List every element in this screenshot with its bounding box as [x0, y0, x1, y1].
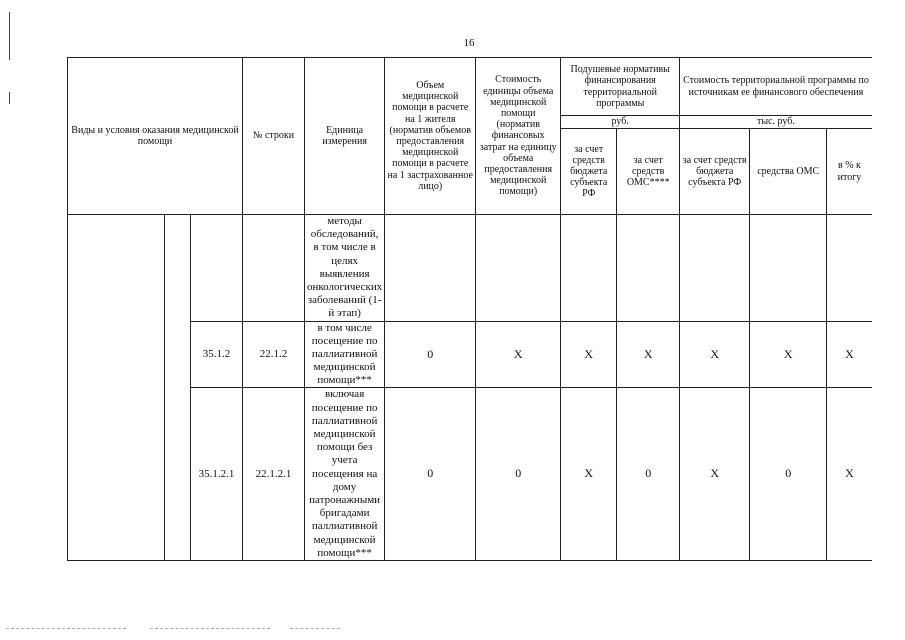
scan-margin-line	[9, 92, 10, 104]
table-row	[68, 215, 872, 322]
value-per-capita-oms	[617, 215, 680, 322]
value-per-capita-budget: X	[561, 321, 617, 388]
header-unit-cost: Стоимость единицы объема медицинской помощи (норматив финансовых затрат на единицу объема предоставления медицинской помощи)	[476, 58, 561, 215]
blank-cell	[68, 215, 165, 561]
row-number: 22.1.2.1	[243, 388, 305, 560]
value-cost-oms: X	[750, 321, 827, 388]
cost-table	[67, 57, 872, 561]
value-cost-oms	[750, 215, 827, 322]
scan-artifact	[150, 628, 270, 630]
header-col-budget: за счет средств бюджета субъекта РФ	[561, 129, 617, 215]
header-types-conditions: Виды и условия оказания медицинской помощи	[68, 58, 243, 215]
header-col-cost-budget: за счет средств бюджета субъекта РФ	[680, 129, 750, 215]
row-number: 22.1.2	[243, 321, 305, 388]
row-unit: включая посещение по паллиативной медицинской помощи без учета посещения на дому патронажными бригадами паллиативной медицинской помощи***	[305, 388, 385, 560]
header-col-percent: в % к итогу	[827, 129, 872, 215]
scan-margin-line	[9, 12, 10, 60]
header-rub: руб.	[561, 116, 680, 129]
value-percent: X	[827, 321, 872, 388]
header-thousand-rub: тыс. руб.	[680, 116, 872, 129]
row-unit: в том числе посещение по паллиативной медицинской помощи***	[305, 321, 385, 388]
value-volume: 0	[385, 321, 476, 388]
value-cost-budget	[680, 215, 750, 322]
value-cost-budget: X	[680, 321, 750, 388]
value-per-capita-budget: X	[561, 388, 617, 560]
header-row-number: № строки	[243, 58, 305, 215]
value-volume	[385, 215, 476, 322]
value-per-capita-budget	[561, 215, 617, 322]
value-unit-cost: X	[476, 321, 561, 388]
page-number: 16	[463, 37, 475, 49]
blank-cell	[165, 215, 191, 561]
value-unit-cost: 0	[476, 388, 561, 560]
row-unit: методы обследований, в том числе в целях выявления онкологических заболеваний (1-й этап)	[305, 215, 385, 322]
value-percent: X	[827, 388, 872, 560]
header-per-capita: Подушевые нормативы финансирования территориальной программы	[561, 58, 680, 116]
scan-artifact	[6, 628, 126, 630]
value-unit-cost	[476, 215, 561, 322]
header-cost-total: Стоимость территориальной программы по источникам ее финансового обеспечения	[680, 58, 872, 116]
header-volume: Объем медицинской помощи в расчете на 1 жителя (норматив объемов предоставления медицинской помощи в расчете на 1 застрахованное лицо)	[385, 58, 476, 215]
header-col-oms: за счет средств ОМС****	[617, 129, 680, 215]
value-volume: 0	[385, 388, 476, 560]
row-code: 35.1.2.1	[191, 388, 243, 560]
value-per-capita-oms: X	[617, 321, 680, 388]
value-percent	[827, 215, 872, 322]
header-unit: Единица измерения	[305, 58, 385, 215]
value-cost-oms: 0	[750, 388, 827, 560]
row-code	[191, 215, 243, 322]
row-number	[243, 215, 305, 322]
row-code: 35.1.2	[191, 321, 243, 388]
value-per-capita-oms: 0	[617, 388, 680, 560]
value-cost-budget: X	[680, 388, 750, 560]
scan-artifact	[290, 628, 340, 630]
header-col-cost-oms: средства ОМС	[750, 129, 827, 215]
